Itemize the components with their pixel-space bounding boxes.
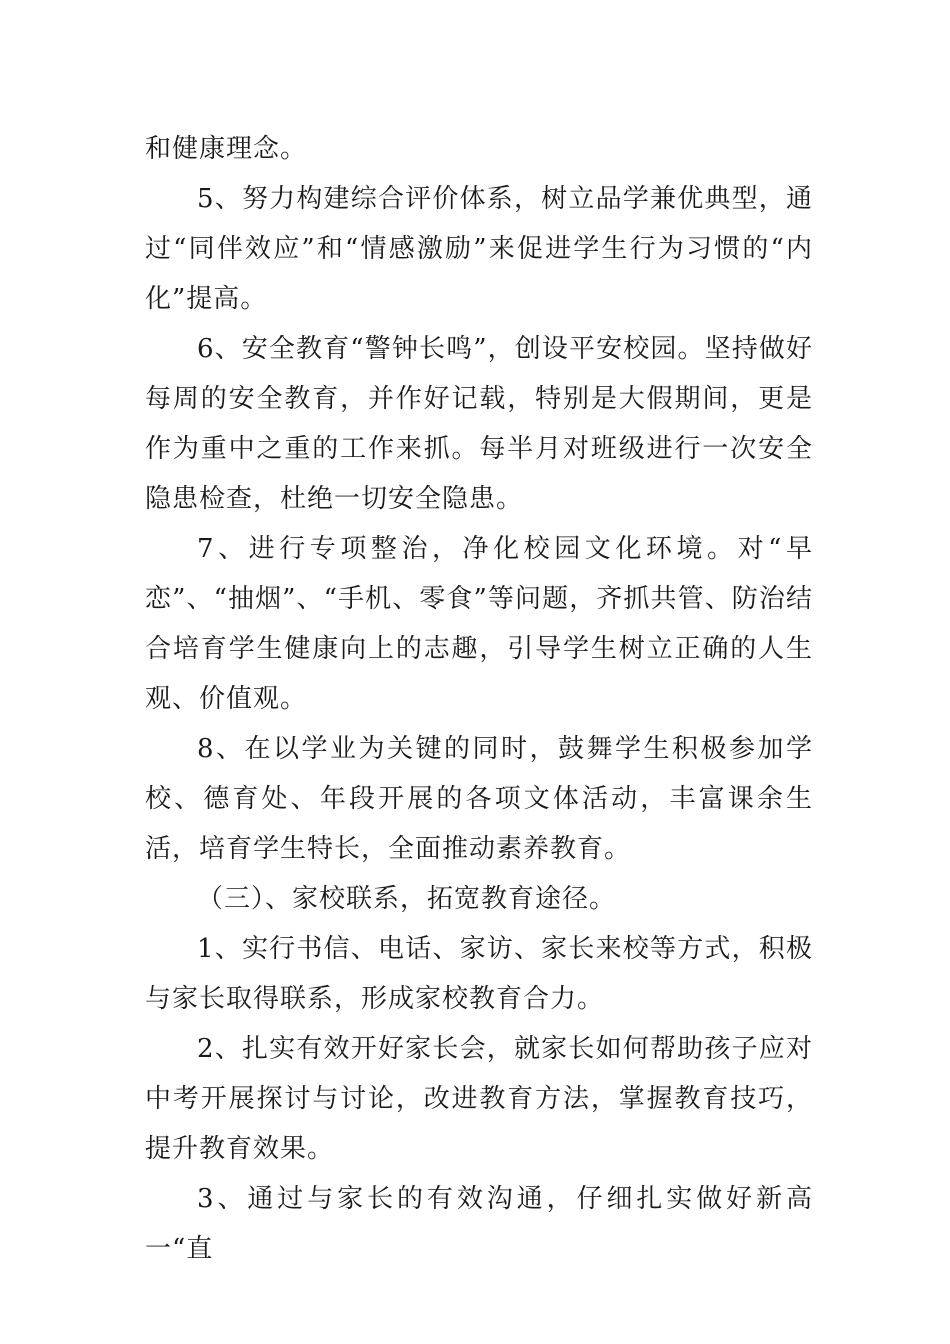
document-body [145,124,813,1274]
paragraph-item-8: 8、在以学业为关键的同时，鼓舞学生积极参加学校、德育处、年段开展的各项文体活动，丰富课余生活，培育学生特长，全面推动素养教育。 [145,734,813,864]
paragraph-item-5: 5、努力构建综合评价体系，树立品学兼优典型，通过“同伴效应”和“情感激励”来促进学生行为习惯的“内化”提高。 [145,184,813,314]
paragraph-item-2: 2、扎实有效开好家长会，就家长如何帮助孩子应对中考开展探讨与讨论，改进教育方法，掌握教育技巧，提升教育效果。 [145,1034,813,1164]
paragraph-item-7: 7、进行专项整治，净化校园文化环境。对“早恋”、“抽烟”、“手机、零食”等问题，齐抓共管、防治结合培育学生健康向上的志趣，引导学生树立正确的人生观、价值观。 [145,534,813,714]
paragraph-item-3: 3、通过与家长的有效沟通，仔细扎实做好新高一“直 [145,1184,813,1264]
paragraph-item-1: 1、实行书信、电话、家访、家长来校等方式，积极与家长取得联系，形成家校教育合力。 [145,934,813,1014]
paragraph-continuation: 和健康理念。 [145,134,308,164]
paragraph-item-6: 6、安全教育“警钟长鸣”，创设平安校园。坚持做好每周的安全教育，并作好记载，特别是大假期间，更是作为重中之重的工作来抓。每半月对班级进行一次安全隐患检查，杜绝一切安全隐患。 [145,334,813,514]
section-heading-3: （三）、家校联系，拓宽教育途径。 [197,884,617,914]
